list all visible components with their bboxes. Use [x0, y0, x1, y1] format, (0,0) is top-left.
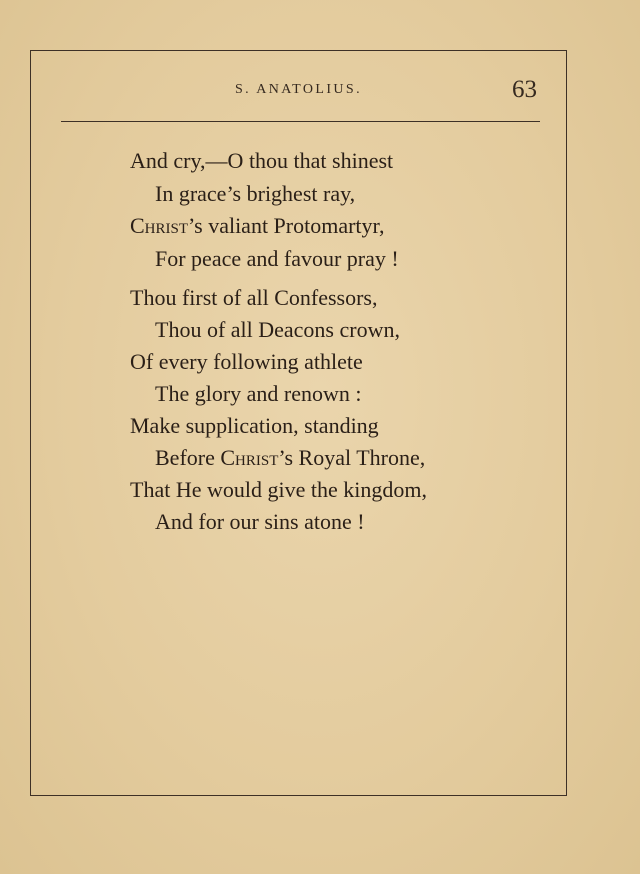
- poem-line: In grace’s brighest ray,: [155, 181, 356, 206]
- poem-line: [130, 213, 385, 239]
- poem-line-text: ’s valiant Protomartyr,: [188, 213, 385, 238]
- poem-line: Thou of all Deacons crown,: [155, 317, 400, 342]
- poem-line: The glory and renown :: [155, 381, 362, 406]
- page-number: 63: [512, 76, 537, 103]
- poem-line: And cry,—O thou that shinest: [130, 148, 394, 173]
- poem-line: For peace and favour pray !: [155, 246, 399, 271]
- poem-line-text: Before: [155, 445, 221, 470]
- poem-line: That He would give the kingdom,: [130, 477, 427, 502]
- name-christ: Christ: [220, 445, 279, 470]
- poem-line: Of every following athlete: [130, 349, 363, 374]
- poem-line-text: ’s Royal Throne,: [278, 445, 426, 470]
- poem-line: [155, 445, 425, 471]
- poem-line: Make supplication, standing: [130, 413, 379, 438]
- poem-line: And for our sins atone !: [155, 509, 365, 534]
- running-title: S. ANATOLIUS.: [234, 82, 362, 97]
- poem-line: Thou first of all Confessors,: [130, 285, 378, 310]
- name-christ: Christ: [130, 213, 189, 238]
